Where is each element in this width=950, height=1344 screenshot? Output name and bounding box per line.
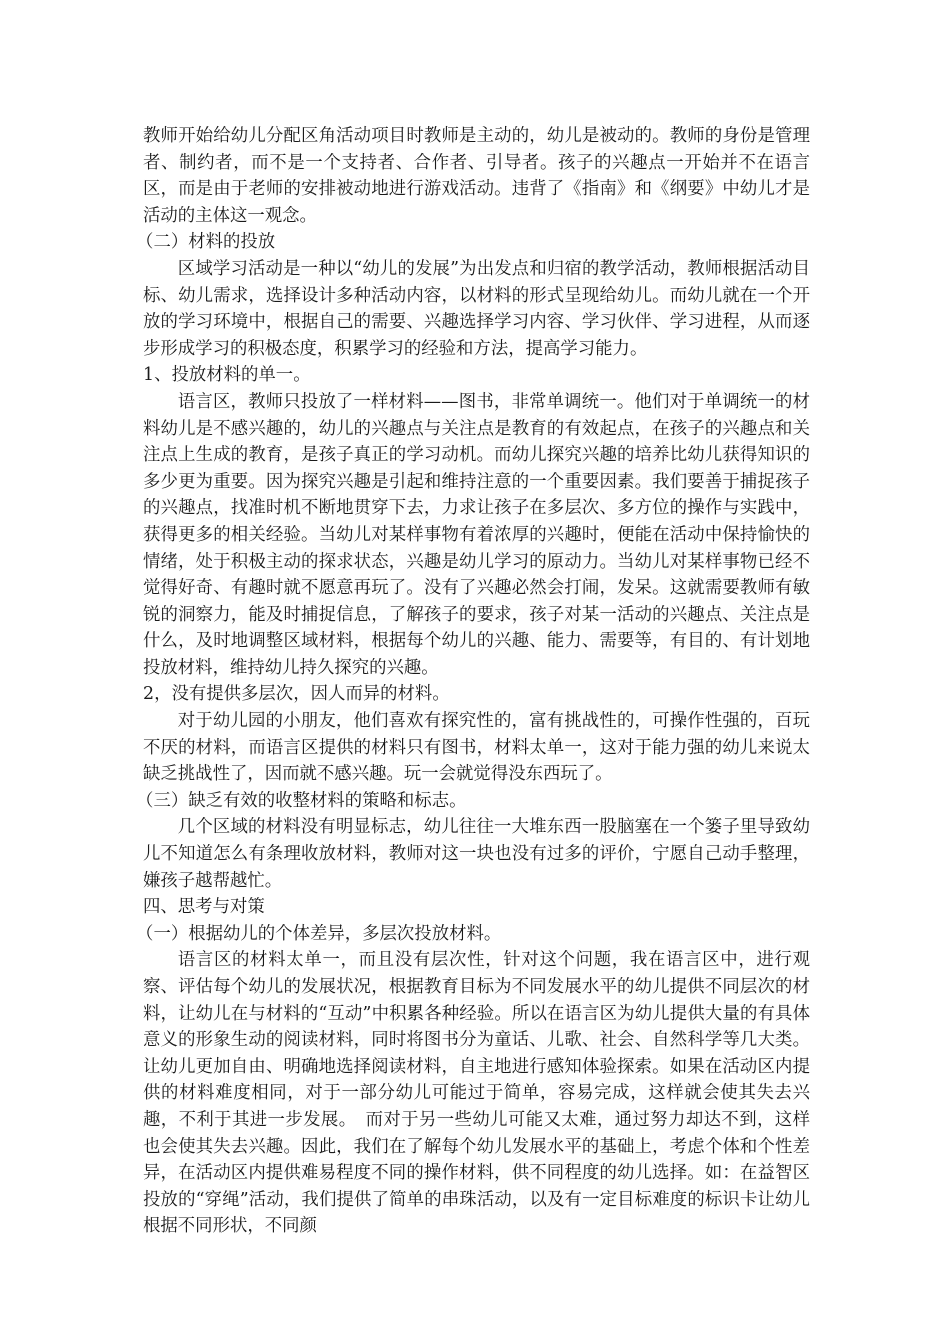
subheading-reflection: 四、思考与对策 bbox=[143, 897, 265, 918]
subheading-no-levels: 2，没有提供多层次，因人而异的材料。 bbox=[143, 684, 450, 705]
subheading-single-material: 1、投放材料的单一。 bbox=[143, 365, 311, 386]
paragraph-layered-materials: 语言区的材料太单一，而且没有层次性，针对这个问题，我在语言区中，进行观察、评估每个幼儿的发展状况，根据教育目标为不同发展水平的幼儿提供不同层次的材料，让幼儿在与材料的“互动”中积累各种经验。所以在语言区为幼儿提供大量的有具体意义的形象生动的阅读材料，同时将图书分为童话、儿歌、社会、自然科学等几大类。让幼儿更加自由、明确地选择阅读材料，自主地进行感知体验探索。如果在活动区内提供的材料难度相同，对于一部分幼儿可能过于简单，容易完成，这样就会使其失去兴趣，不利于其进一步发展。 而对于另一些幼儿可能又太难，通过努力却达不到，这样也会使其失去兴趣。因此，我们在了解每个幼儿发展水平的基础上，考虑个体和个性差异，在活动区内提供难易程度不同的操作材料，供不同程度的幼儿选择。如：在益智区投放的“穿绳”活动，我们提供了简单的串珠活动，以及有一定目标难度的标识卡让幼儿根据不同形状，不同颜 bbox=[143, 950, 810, 1237]
section-heading-individual-differences: （一）根据幼儿的个体差异，多层次投放材料。 bbox=[136, 923, 502, 944]
paragraph-regional-learning: 区域学习活动是一种以“幼儿的发展”为出发点和归宿的教学活动，教师根据活动目标、幼儿需求，选择设计多种活动内容，以材料的形式呈现给幼儿。而幼儿就在一个开放的学习环境中，根据自己的需要、兴趣选择学习内容、学习伙伴、学习进程，从而逐步形成学习的积极态度，积累学习的经验和方法，提高学习能力。 bbox=[143, 258, 810, 359]
section-heading-materials: （二）材料的投放 bbox=[136, 232, 276, 253]
paragraph-continued: 教师开始给幼儿分配区角活动项目时教师是主动的，幼儿是被动的。教师的身份是管理者、制约者，而不是一个支持者、合作者、引导者。孩子的兴趣点一开始并不在语言区，而是由于老师的安排被动地进行游戏活动。违背了《指南》和《纲要》中幼儿才是活动的主体这一观念。 bbox=[143, 126, 810, 226]
document-body bbox=[136, 123, 810, 1240]
paragraph-language-area: 语言区，教师只投放了一样材料——图书，非常单调统一。他们对于单调统一的材料幼儿是不感兴趣的，幼儿的兴趣点与关注点是教育的有效起点，在孩子的兴趣点和关注点上生成的教育，是孩子真正的学习动机。而幼儿探究兴趣的培养比幼儿获得知识的多少更为重要。因为探究兴趣是引起和维持注意的一个重要因素。我们要善于捕捉孩子的兴趣点，找准时机不断地贯穿下去，力求让孩子在多层次、多方位的操作与实践中，获得更多的相关经验。当幼儿对某样事物有着浓厚的兴趣时，便能在活动中保持愉快的情绪，处于积极主动的探求状态，兴趣是幼儿学习的原动力。当幼儿对某样事物已经不觉得好奇、有趣时就不愿意再玩了。没有了兴趣必然会打闹，发呆。这就需要教师有敏锐的洞察力，能及时捕捉信息，了解孩子的要求，孩子对某一活动的兴趣点、关注点是什么，及时地调整区域材料，根据每个幼儿的兴趣、能力、需要等，有目的、有计划地投放材料，维持幼儿持久探究的兴趣。 bbox=[143, 391, 810, 678]
section-heading-storage: （三）缺乏有效的收整材料的策略和标志。 bbox=[136, 790, 467, 811]
paragraph-kindergarten-children: 对于幼儿园的小朋友，他们喜欢有探究性的，富有挑战性的，可操作性强的，百玩不厌的材料，而语言区提供的材料只有图书，材料太单一，这对于能力强的幼儿来说太缺乏挑战性了，因而就不感兴趣。玩一会就觉得没东西玩了。 bbox=[143, 711, 810, 785]
paragraph-no-marks: 几个区域的材料没有明显标志，幼儿往往一大堆东西一股脑塞在一个篓子里导致幼儿不知道怎么有条理收放材料，教师对这一块也没有过多的评价，宁愿自己动手整理，嫌孩子越帮越忙。 bbox=[143, 817, 810, 891]
